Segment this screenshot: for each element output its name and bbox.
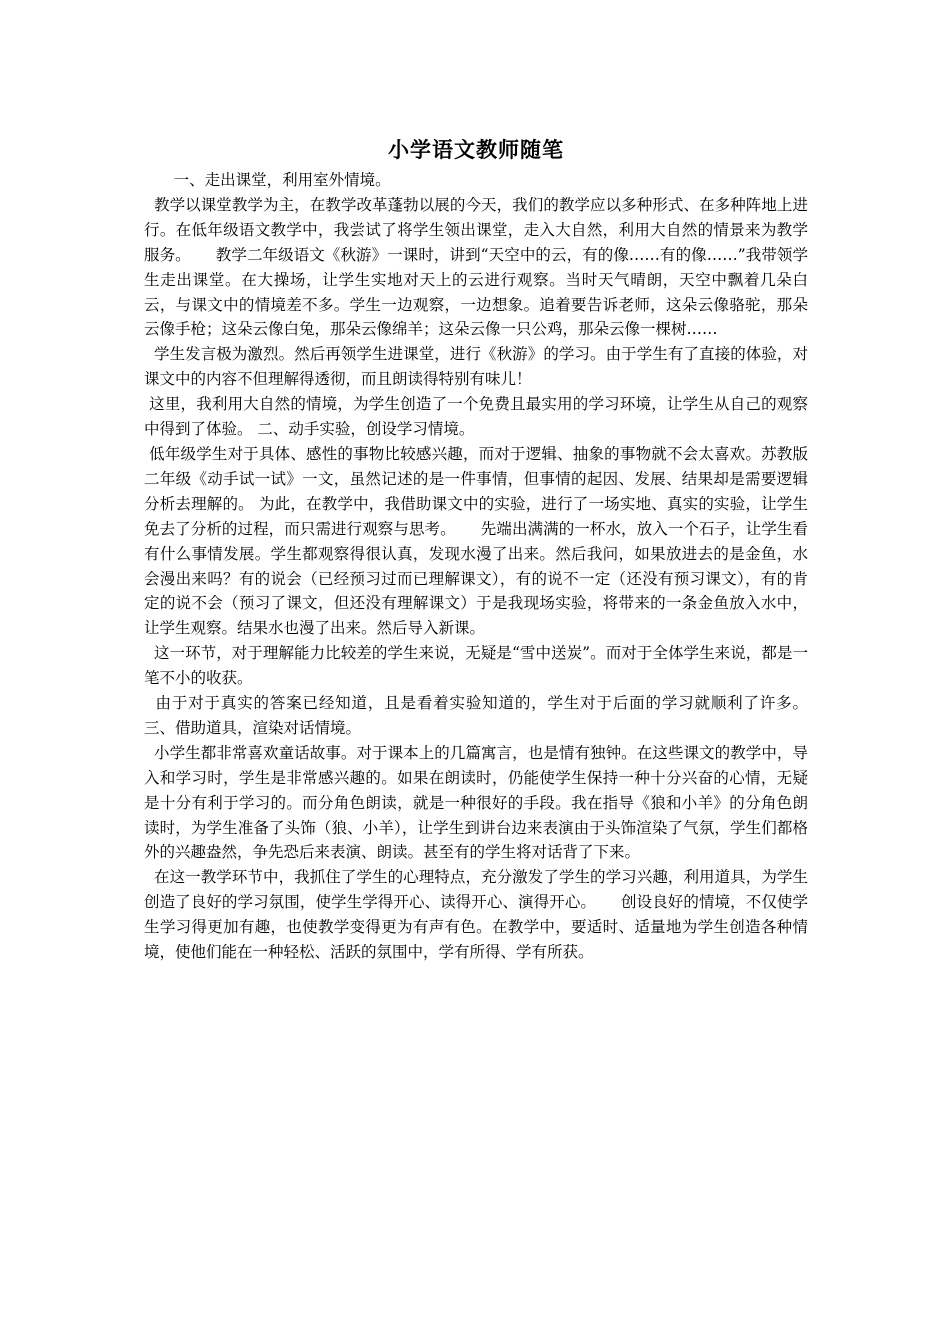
paragraph: 教学以课堂教学为主，在教学改革蓬勃以展的今天，我们的教学应以多种形式、在多种阵地上进行。在低年级语文教学中，我尝试了将学生领出课堂，走入大自然，利用大自然的情景来为教学服务。 教学二年级语文《秋游》一课时，讲到“天空中的云，有的像……有的像……”我带领学生走出课堂。在大操场，让学生实地对天上的云进行观察。当时天气晴朗，天空中飘着几朵白云，与课文中的情境差不多。学生一边观察，一边想象。追着要告诉老师，这朵云像骆驼，那朵云像手枪；这朵云像白兔，那朵云像绵羊；这朵云像一只公鸡，那朵云像一棵树…… <box>144 195 808 339</box>
paragraph: 这里，我利用大自然的情境，为学生创造了一个免费且最实用的学习环境，让学生从自己的观察中得到了体验。 二、动手实验，创设学习情境。 <box>144 395 808 439</box>
document-page <box>144 132 813 965</box>
paragraph: 由于对于真实的答案已经知道，且是看着实验知道的，学生对于后面的学习就顺利了许多。 三、借助道具，渲染对话情境。 <box>144 694 813 737</box>
paragraph: 学生发言极为激烈。然后再领学生进课堂，进行《秋游》的学习。由于学生有了直接的体验，对课文中的内容不但理解得透彻，而且朗读得特别有味儿！ <box>144 345 808 389</box>
document-title: 小学语文教师随笔 <box>388 137 564 162</box>
document-body <box>144 168 813 965</box>
paragraph: 在这一教学环节中，我抓住了学生的心理特点，充分激发了学生的学习兴趣，利用道具，为学生创造了良好的学习氛围，使学生学得开心、读得开心、演得开心。 创设良好的情境，不仅使学生学习得更加有趣，也使教学变得更为有声有色。在教学中，要适时、适量地为学生创造各种情境，使他们能在一种轻松、活跃的氛围中，学有所得、学有所获。 <box>144 868 808 962</box>
paragraph-section-1-heading: 一、走出课堂，利用室外情境。 <box>144 171 391 189</box>
paragraph: 这一环节，对于理解能力比较差的学生来说，无疑是“雪中送炭”。而对于全体学生来说，都是一笔不小的收获。 <box>144 644 808 688</box>
paragraph: 低年级学生对于具体、感性的事物比较感兴趣，而对于逻辑、抽象的事物就不会太喜欢。苏教版二年级《动手试一试》一文，虽然记述的是一件事情，但事情的起因、发展、结果却是需要逻辑分析去理解的。 为此，在教学中，我借助课文中的实验，进行了一场实地、真实的实验，让学生免去了分析的过程，而只需进行观察与思考。 先端出满满的一杯水，放入一个石子，让学生看有什么事情发展。学生都观察得很认真，发现水漫了出来。然后我问，如果放进去的是金鱼，水会漫出来吗？有的说会（已经预习过而已理解课文），有的说不一定（还没有预习课文），有的肯定的说不会（预习了课文，但还没有理解课文）于是我现场实验，将带来的一条金鱼放入水中，让学生观察。结果水也漫了出来。然后导入新课。 <box>144 444 808 638</box>
paragraph: 小学生都非常喜欢童话故事。对于课本上的几篇寓言，也是情有独钟。在这些课文的教学中，导入和学习时，学生是非常感兴趣的。如果在朗读时，仍能使学生保持一种十分兴奋的心情，无疑是十分有利于学习的。而分角色朗读，就是一种很好的手段。我在指导《狼和小羊》的分角色朗读时，为学生准备了头饰（狼、小羊），让学生到讲台边来表演由于头饰渲染了气氛，学生们都格外的兴趣盎然，争先恐后来表演、朗读。甚至有的学生将对话背了下来。 <box>144 743 808 862</box>
